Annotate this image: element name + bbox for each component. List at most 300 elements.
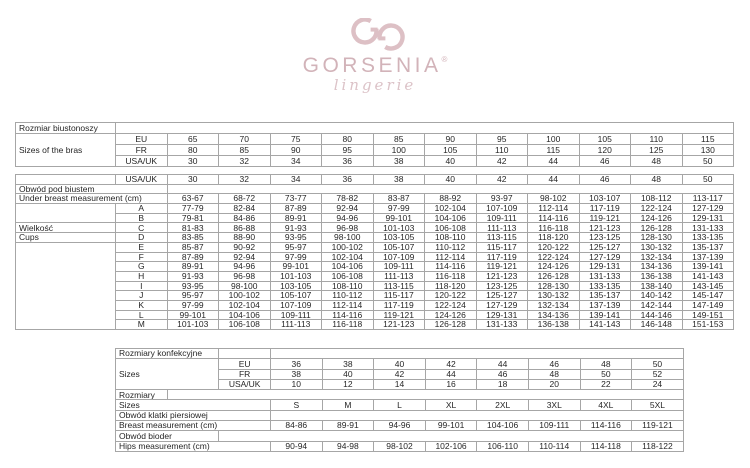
range-cell: 109-111	[476, 213, 528, 223]
range-cell: 118-120	[425, 281, 477, 291]
size-cell: 38	[322, 359, 374, 369]
size-cell: 32	[219, 156, 271, 167]
system-cell: EU	[219, 359, 271, 369]
range-cell: 124-126	[631, 213, 683, 223]
table-row	[16, 145, 734, 156]
cup-letter-cell: I	[116, 281, 168, 291]
range-cell: 89-91	[270, 213, 322, 223]
size-cell: 36	[322, 156, 374, 167]
range-cell: 98-100	[322, 233, 374, 243]
table-row	[16, 271, 734, 281]
title-en-cell: Sizes	[116, 359, 219, 390]
range-cell: 93-95	[270, 233, 322, 243]
cups-label-pl-cell: Wielkość	[16, 223, 116, 233]
range-cell: 145-147	[682, 291, 734, 301]
range-cell: 135-137	[579, 291, 631, 301]
range-cell: 131-133	[682, 223, 734, 233]
underbust-label-pl-cell: Obwód pod biustem	[16, 184, 168, 194]
size-cell: 110	[476, 145, 528, 156]
range-cell: 119-121	[373, 310, 425, 320]
size-cell: 36	[322, 175, 374, 185]
range-cell: 146-148	[631, 320, 683, 330]
size-cell: 48	[631, 156, 683, 167]
range-cell: 122-124	[631, 204, 683, 214]
range-cell: 129-131	[579, 262, 631, 272]
brand-tagline: lingerie	[333, 76, 417, 94]
range-cell: 92-94	[322, 204, 374, 214]
range-cell: 94-98	[322, 441, 374, 451]
clothing-sizes-table	[115, 348, 684, 452]
cup-letter-cell: D	[116, 233, 168, 243]
range-cell: 119-121	[579, 213, 631, 223]
range-cell: 132-134	[631, 252, 683, 262]
empty-cell	[16, 175, 116, 185]
size-cell: 20	[528, 379, 580, 389]
range-cell: 111-113	[270, 320, 322, 330]
empty-cell	[270, 349, 683, 359]
size-cell: 12	[322, 379, 374, 389]
table-row	[16, 281, 734, 291]
brand-text: GORSENIA	[302, 54, 442, 77]
range-cell: 104-106	[425, 213, 477, 223]
range-cell: 87-89	[167, 252, 219, 262]
size-cell: 44	[477, 359, 529, 369]
size-cell: 115	[682, 134, 734, 145]
breast-label-pl-cell: Obwód klatki piersiowej	[116, 410, 271, 420]
range-cell: 97-99	[270, 252, 322, 262]
range-cell: 127-129	[682, 204, 734, 214]
table-row	[116, 359, 684, 369]
range-cell: 101-103	[373, 223, 425, 233]
range-cell: 105-107	[373, 242, 425, 252]
hips-label-pl-cell: Obwód bioder	[116, 431, 219, 441]
range-cell: 103-107	[579, 194, 631, 204]
range-cell: 114-116	[580, 421, 632, 431]
range-cell: 102-104	[322, 252, 374, 262]
cup-letter-cell: F	[116, 252, 168, 262]
size-cell: 5XL	[632, 400, 684, 410]
range-cell: 149-151	[682, 310, 734, 320]
range-cell: 119-121	[476, 262, 528, 272]
cup-letter-cell: K	[116, 300, 168, 310]
range-cell: 114-116	[425, 262, 477, 272]
range-cell: 128-130	[631, 233, 683, 243]
range-cell: 138-140	[631, 281, 683, 291]
range-cell: 102-104	[219, 300, 271, 310]
range-cell: 112-114	[528, 204, 580, 214]
table-row	[16, 134, 734, 145]
range-cell: 122-124	[425, 300, 477, 310]
empty-cell	[167, 390, 683, 400]
size-cell: 52	[632, 369, 684, 379]
size-cell: 30	[167, 175, 219, 185]
range-cell: 104-106	[219, 310, 271, 320]
cup-letter-cell: A	[116, 204, 168, 214]
range-cell: 86-88	[219, 223, 271, 233]
range-cell: 126-128	[528, 271, 580, 281]
bra-sizes-table	[15, 122, 734, 167]
registered-mark: ®	[441, 55, 448, 64]
range-cell: 139-141	[579, 310, 631, 320]
range-cell: 93-95	[167, 281, 219, 291]
range-cell: 94-96	[219, 262, 271, 272]
range-cell: 108-110	[322, 281, 374, 291]
gg-monogram-icon	[351, 18, 409, 51]
range-cell: 125-127	[476, 291, 528, 301]
range-cell: 99-101	[270, 262, 322, 272]
range-cell: 134-136	[631, 262, 683, 272]
range-cell: 139-141	[682, 262, 734, 272]
range-cell: 136-138	[631, 271, 683, 281]
range-cell: 144-146	[631, 310, 683, 320]
range-cell: 108-110	[425, 233, 477, 243]
range-cell: 104-106	[322, 262, 374, 272]
size-cell: 40	[425, 156, 477, 167]
range-cell: 118-122	[632, 441, 684, 451]
range-cell: 121-123	[476, 271, 528, 281]
range-cell: 93-97	[476, 194, 528, 204]
cup-letter-cell: J	[116, 291, 168, 301]
system-cell: USA/UK	[116, 175, 168, 185]
system-cell: FR	[116, 145, 168, 156]
range-cell: 106-108	[322, 271, 374, 281]
size-cell: 100	[528, 134, 580, 145]
range-cell: 96-98	[219, 271, 271, 281]
range-cell: 81-83	[167, 223, 219, 233]
range-cell: 114-118	[580, 441, 632, 451]
range-cell: 132-134	[528, 300, 580, 310]
range-cell: 126-128	[631, 223, 683, 233]
range-cell: 97-99	[167, 300, 219, 310]
range-cell: 91-93	[167, 271, 219, 281]
table-row	[16, 223, 734, 233]
range-cell: 142-144	[631, 300, 683, 310]
range-cell: 90-92	[219, 242, 271, 252]
size-cell: 42	[476, 156, 528, 167]
range-cell: 141-143	[682, 271, 734, 281]
table-row	[16, 300, 734, 310]
size-cell: 44	[425, 369, 477, 379]
size-cell: 70	[219, 134, 271, 145]
range-cell: 114-116	[322, 310, 374, 320]
range-cell: 133-135	[682, 233, 734, 243]
range-cell: 109-111	[373, 262, 425, 272]
range-cell: 79-81	[167, 213, 219, 223]
range-cell: 110-112	[425, 242, 477, 252]
size-cell: 36	[270, 359, 322, 369]
range-cell: 108-112	[631, 194, 683, 204]
range-cell: 97-99	[373, 204, 425, 214]
range-cell: 137-139	[682, 252, 734, 262]
range-cell: 109-111	[270, 310, 322, 320]
range-cell: 100-102	[322, 242, 374, 252]
range-cell: 141-143	[579, 320, 631, 330]
size-cell: 18	[477, 379, 529, 389]
size-cell: 50	[682, 175, 734, 185]
range-cell: 126-128	[425, 320, 477, 330]
range-cell: 112-114	[322, 300, 374, 310]
system-cell: FR	[219, 369, 271, 379]
range-cell: 129-131	[682, 213, 734, 223]
range-cell: 99-101	[425, 421, 477, 431]
system-cell: USA/UK	[116, 156, 168, 167]
range-cell: 98-102	[528, 194, 580, 204]
size-cell: 2XL	[477, 400, 529, 410]
empty-cell	[116, 123, 734, 134]
range-cell: 116-118	[322, 320, 374, 330]
size-cell: 44	[528, 175, 580, 185]
size-cell: M	[322, 400, 374, 410]
size-cell: 40	[425, 175, 477, 185]
range-cell: 114-116	[528, 213, 580, 223]
size-cell: 40	[374, 359, 426, 369]
table-row	[116, 400, 684, 410]
range-cell: 77-79	[167, 204, 219, 214]
range-cell: 118-120	[528, 233, 580, 243]
range-cell: 130-132	[631, 242, 683, 252]
range-cell: 107-109	[476, 204, 528, 214]
size-cell: 24	[632, 379, 684, 389]
range-cell: 101-103	[270, 271, 322, 281]
range-cell: 130-132	[528, 291, 580, 301]
range-cell: 127-129	[476, 300, 528, 310]
size-cell: 105	[425, 145, 477, 156]
cup-letter-cell: G	[116, 262, 168, 272]
table-row	[16, 320, 734, 330]
empty-cell	[219, 431, 683, 441]
size-cell: 95	[322, 145, 374, 156]
cup-letter-cell: H	[116, 271, 168, 281]
size-cell: 46	[579, 156, 631, 167]
range-cell: 88-90	[219, 233, 271, 243]
range-cell: 90-94	[270, 441, 322, 451]
table-row	[16, 194, 734, 204]
range-cell: 94-96	[322, 213, 374, 223]
range-cell: 113-117	[682, 194, 734, 204]
table-row	[116, 390, 684, 400]
table-row	[116, 421, 684, 431]
range-cell: 151-153	[682, 320, 734, 330]
range-cell: 116-118	[425, 271, 477, 281]
title-en-cell: Sizes of the bras	[16, 134, 116, 167]
size-cell: XL	[425, 400, 477, 410]
title-pl-cell: Rozmiary konfekcyjne	[116, 349, 219, 359]
range-cell: 124-126	[425, 310, 477, 320]
range-cell: 120-122	[528, 242, 580, 252]
size-cell: 3XL	[528, 400, 580, 410]
table-row	[16, 184, 734, 194]
range-cell: 85-87	[167, 242, 219, 252]
range-cell: 117-119	[579, 204, 631, 214]
range-cell: 143-145	[682, 281, 734, 291]
range-cell: 147-149	[682, 300, 734, 310]
range-cell: 120-122	[425, 291, 477, 301]
size-cell: 42	[476, 175, 528, 185]
cup-letter-cell: B	[116, 213, 168, 223]
range-cell: 106-108	[425, 223, 477, 233]
size-cell: 46	[579, 175, 631, 185]
hips-label-en-cell: Hips measurement (cm)	[116, 441, 271, 451]
range-cell: 117-119	[373, 300, 425, 310]
range-cell: 125-127	[579, 242, 631, 252]
range-cell: 102-104	[425, 204, 477, 214]
size-cell: S	[270, 400, 322, 410]
range-cell: 91-93	[270, 223, 322, 233]
range-cell: 111-113	[476, 223, 528, 233]
range-cell: 68-72	[219, 194, 271, 204]
table-row	[16, 310, 734, 320]
range-cell: 103-105	[270, 281, 322, 291]
brand-name	[0, 54, 750, 78]
range-cell: 99-101	[373, 213, 425, 223]
size-cell: 95	[476, 134, 528, 145]
range-cell: 110-114	[528, 441, 580, 451]
range-cell: 117-119	[476, 252, 528, 262]
range-cell: 113-115	[373, 281, 425, 291]
range-cell: 131-133	[476, 320, 528, 330]
cup-measurement-table	[15, 174, 734, 330]
size-cell: 80	[322, 134, 374, 145]
range-cell: 115-117	[373, 291, 425, 301]
size-cell: 42	[374, 369, 426, 379]
title-pl-cell: Rozmiar biustonoszy	[16, 123, 116, 134]
size-cell: 115	[528, 145, 580, 156]
size-cell: 130	[682, 145, 734, 156]
size-cell: 44	[528, 156, 580, 167]
table-row	[16, 262, 734, 272]
range-cell: 107-109	[373, 252, 425, 262]
range-cell: 123-125	[476, 281, 528, 291]
size-cell: 38	[373, 156, 425, 167]
empty-cell	[219, 349, 271, 359]
empty-cell	[167, 184, 734, 194]
range-cell: 89-91	[167, 262, 219, 272]
empty-cell	[270, 410, 683, 420]
cup-letter-cell: M	[116, 320, 168, 330]
size-cell: 120	[579, 145, 631, 156]
range-cell: 123-125	[579, 233, 631, 243]
range-cell: 105-107	[270, 291, 322, 301]
range-cell: 128-130	[528, 281, 580, 291]
size-cell: 42	[425, 359, 477, 369]
range-cell: 115-117	[476, 242, 528, 252]
table-row	[16, 213, 734, 223]
size-cell: 38	[373, 175, 425, 185]
table-row	[16, 242, 734, 252]
letter-label-en-cell: Sizes	[116, 400, 271, 410]
size-cell: 32	[219, 175, 271, 185]
range-cell: 106-110	[477, 441, 529, 451]
size-cell: 100	[373, 145, 425, 156]
table-row	[116, 431, 684, 441]
size-cell: 40	[322, 369, 374, 379]
letter-label-pl-cell: Rozmiary	[116, 390, 168, 400]
range-cell: 95-97	[270, 242, 322, 252]
range-cell: 110-112	[322, 291, 374, 301]
range-cell: 113-115	[476, 233, 528, 243]
range-cell: 99-101	[167, 310, 219, 320]
range-cell: 136-138	[528, 320, 580, 330]
table-row	[16, 233, 734, 243]
range-cell: 112-114	[425, 252, 477, 262]
size-cell: 22	[580, 379, 632, 389]
size-cell: 105	[579, 134, 631, 145]
size-cell: 34	[270, 175, 322, 185]
range-cell: 127-129	[579, 252, 631, 262]
system-cell: EU	[116, 134, 168, 145]
size-cell: 50	[632, 359, 684, 369]
cup-letter-cell: L	[116, 310, 168, 320]
range-cell: 124-126	[528, 262, 580, 272]
size-cell: 38	[270, 369, 322, 379]
range-cell: 83-85	[167, 233, 219, 243]
range-cell: 106-108	[219, 320, 271, 330]
range-cell: 133-135	[579, 281, 631, 291]
range-cell: 122-124	[528, 252, 580, 262]
cups-label-en-cell: Cups	[16, 233, 116, 243]
size-cell: 14	[374, 379, 426, 389]
range-cell: 84-86	[219, 213, 271, 223]
system-cell: USA/UK	[219, 379, 271, 389]
table-row	[116, 441, 684, 451]
range-cell: 107-109	[270, 300, 322, 310]
size-cell: 16	[425, 379, 477, 389]
table-row	[16, 175, 734, 185]
range-cell: 104-106	[477, 421, 529, 431]
range-cell: 129-131	[476, 310, 528, 320]
size-cell: 125	[631, 145, 683, 156]
size-cell: 50	[580, 369, 632, 379]
size-cell: 80	[167, 145, 219, 156]
empty-cell	[16, 204, 116, 223]
underbust-label-en-cell: Under breast measurement (cm)	[16, 194, 168, 204]
table-row	[16, 204, 734, 214]
size-cell: 90	[425, 134, 477, 145]
range-cell: 83-87	[373, 194, 425, 204]
range-cell: 78-82	[322, 194, 374, 204]
table-row	[16, 291, 734, 301]
range-cell: 109-111	[528, 421, 580, 431]
range-cell: 82-84	[219, 204, 271, 214]
size-cell: 110	[631, 134, 683, 145]
size-cell: 85	[373, 134, 425, 145]
range-cell: 116-118	[528, 223, 580, 233]
range-cell: 87-89	[270, 204, 322, 214]
range-cell: 98-100	[219, 281, 271, 291]
size-cell: 30	[167, 156, 219, 167]
table-row	[16, 123, 734, 134]
table-row	[16, 156, 734, 167]
cup-letter-cell: C	[116, 223, 168, 233]
range-cell: 119-121	[632, 421, 684, 431]
range-cell: 137-139	[579, 300, 631, 310]
range-cell: 100-102	[219, 291, 271, 301]
breast-label-en-cell: Breast measurement (cm)	[116, 421, 271, 431]
table-row	[16, 252, 734, 262]
range-cell: 131-133	[579, 271, 631, 281]
range-cell: 63-67	[167, 194, 219, 204]
range-cell: 94-96	[374, 421, 426, 431]
range-cell: 102-106	[425, 441, 477, 451]
size-cell: 4XL	[580, 400, 632, 410]
size-cell: 48	[580, 359, 632, 369]
range-cell: 89-91	[322, 421, 374, 431]
size-cell: 50	[682, 156, 734, 167]
cup-letter-cell: E	[116, 242, 168, 252]
range-cell: 96-98	[322, 223, 374, 233]
size-cell: 34	[270, 156, 322, 167]
range-cell: 98-102	[374, 441, 426, 451]
